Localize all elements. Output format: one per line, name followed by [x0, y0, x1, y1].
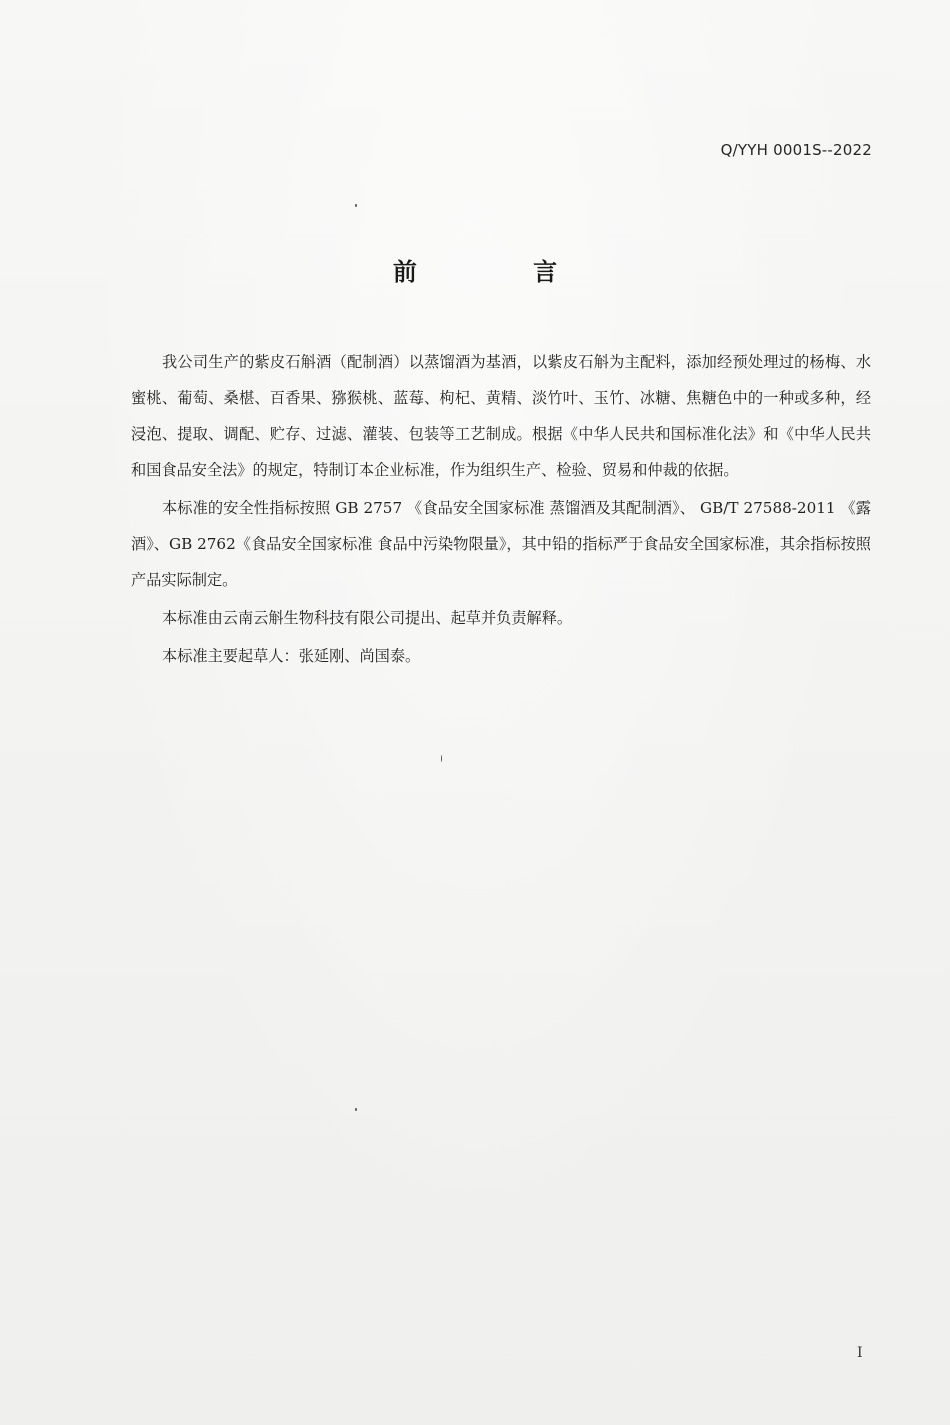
- paragraph-drafters: 本标准主要起草人：张延刚、尚国泰。: [162, 647, 421, 665]
- foreword-body: [131, 344, 871, 676]
- paragraph-proposer: 本标准由云南云斛生物科技有限公司提出、起草并负责解释。: [162, 609, 573, 627]
- scan-speck: [355, 1108, 357, 1111]
- paragraph-safety-indicators: 本标准的安全性指标按照 GB 2757 《食品安全国家标准 蒸馏酒及其配制酒》、 GB/T 27588-2011 《露酒》、GB 2762《食品安全国家标准 食品中污染物限量》，其中铅的指标严于食品安全国家标准，其余指标按照产品实际制定。: [131, 499, 871, 589]
- paragraph-production: 我公司生产的紫皮石斛酒（配制酒）以蒸馏酒为基酒，以紫皮石斛为主配料，添加经预处理过的杨梅、水蜜桃、葡萄、桑椹、百香果、猕猴桃、蓝莓、枸杞、黄精、淡竹叶、玉竹、冰糖、焦糖色中的一种或多种，经浸泡、提取、调配、贮存、过滤、灌装、包装等工艺制成。根据《中华人民共和国标准化法》和《中华人民共和国食品安全法》的规定，特制订本企业标准，作为组织生产、检验、贸易和仲裁的依据。: [131, 353, 871, 479]
- page-number: I: [857, 1345, 863, 1361]
- scan-speck: [355, 204, 357, 207]
- scan-speck: [441, 755, 442, 762]
- document-code: Q/YYH 0001S--2022: [720, 141, 872, 159]
- page-title: 前 言: [392, 258, 612, 286]
